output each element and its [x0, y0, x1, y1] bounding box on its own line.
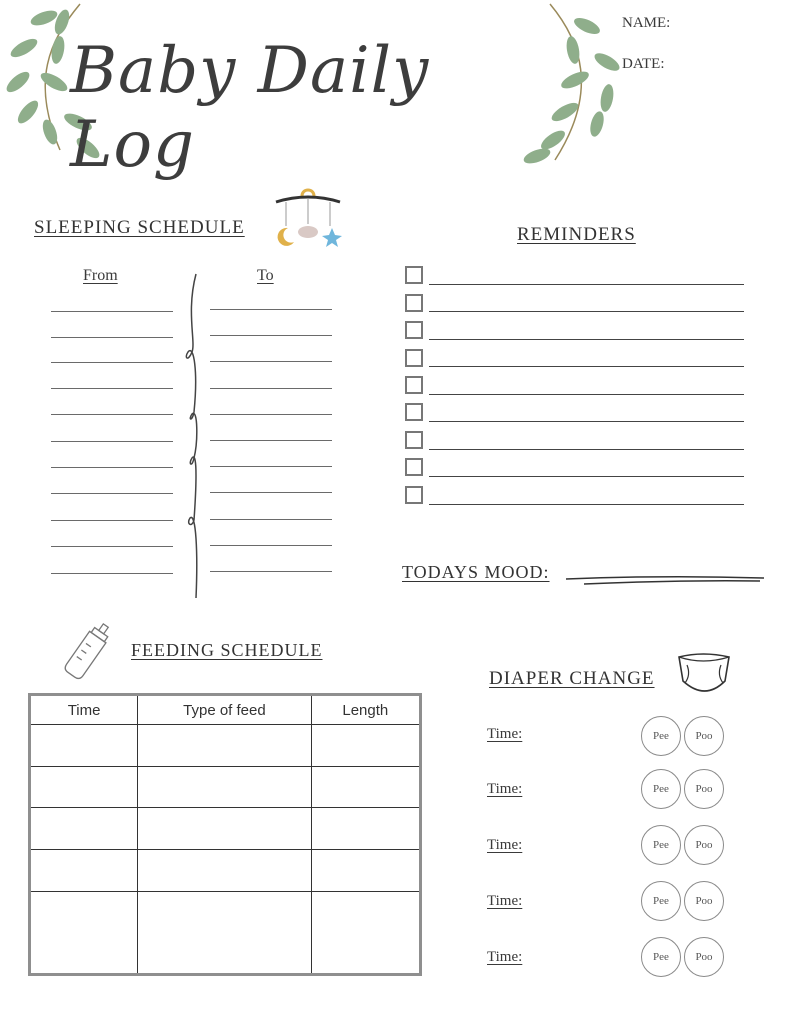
reminder-line[interactable]: [429, 339, 744, 340]
to-line[interactable]: [210, 414, 332, 415]
to-line[interactable]: [210, 545, 332, 546]
table-row: [30, 849, 421, 891]
column-header: Type of feed: [138, 695, 311, 725]
to-line[interactable]: [210, 335, 332, 336]
diaper-icon: [675, 647, 733, 701]
to-line[interactable]: [210, 571, 332, 572]
table-cell[interactable]: [138, 891, 311, 974]
from-line[interactable]: [51, 337, 173, 338]
reminder-line[interactable]: [429, 311, 744, 312]
pee-checkbox[interactable]: Pee: [641, 769, 681, 809]
reminder-checkbox[interactable]: [405, 376, 423, 394]
pee-checkbox[interactable]: Pee: [641, 825, 681, 865]
poo-checkbox[interactable]: Poo: [684, 825, 724, 865]
from-line[interactable]: [51, 414, 173, 415]
page-title: Baby Daily Log: [70, 34, 430, 182]
to-line[interactable]: [210, 361, 332, 362]
baby-bottle-icon: [58, 618, 118, 684]
table-cell[interactable]: [311, 766, 420, 808]
reminder-checkbox[interactable]: [405, 349, 423, 367]
table-cell[interactable]: [138, 725, 311, 767]
reminders-heading: REMINDERS: [517, 224, 636, 245]
reminder-checkbox[interactable]: [405, 486, 423, 504]
diaper-time-label: Time:: [487, 949, 523, 965]
pee-checkbox[interactable]: Pee: [641, 716, 681, 756]
date-label: DATE:: [622, 56, 665, 72]
column-header: Time: [30, 695, 138, 725]
reminder-line[interactable]: [429, 421, 744, 422]
mood-line[interactable]: [564, 572, 768, 588]
table-cell[interactable]: [30, 808, 138, 850]
to-label: To: [257, 267, 274, 284]
reminder-line[interactable]: [429, 504, 744, 505]
diaper-time-label: Time:: [487, 726, 523, 742]
column-header: Length: [311, 695, 420, 725]
from-line[interactable]: [51, 388, 173, 389]
table-cell[interactable]: [30, 891, 138, 974]
from-line[interactable]: [51, 311, 173, 312]
reminder-checkbox[interactable]: [405, 431, 423, 449]
baby-mobile-icon: [272, 186, 344, 250]
pee-checkbox[interactable]: Pee: [641, 881, 681, 921]
from-line[interactable]: [51, 573, 173, 574]
reminder-line[interactable]: [429, 449, 744, 450]
pee-checkbox[interactable]: Pee: [641, 937, 681, 977]
table-cell[interactable]: [311, 808, 420, 850]
reminder-checkbox[interactable]: [405, 266, 423, 284]
reminder-checkbox[interactable]: [405, 458, 423, 476]
to-line[interactable]: [210, 440, 332, 441]
table-cell[interactable]: [138, 766, 311, 808]
to-line[interactable]: [210, 388, 332, 389]
table-row: [30, 808, 421, 850]
from-line[interactable]: [51, 467, 173, 468]
reminder-line[interactable]: [429, 366, 744, 367]
reminder-line[interactable]: [429, 476, 744, 477]
table-cell[interactable]: [311, 849, 420, 891]
reminder-line[interactable]: [429, 284, 744, 285]
poo-checkbox[interactable]: Poo: [684, 881, 724, 921]
feeding-header-row: [30, 695, 421, 725]
from-line[interactable]: [51, 493, 173, 494]
diaper-time-label: Time:: [487, 837, 523, 853]
table-row: [30, 891, 421, 974]
from-line[interactable]: [51, 520, 173, 521]
diaper-time-label: Time:: [487, 893, 523, 909]
table-cell[interactable]: [311, 891, 420, 974]
from-line[interactable]: [51, 441, 173, 442]
reminder-checkbox[interactable]: [405, 294, 423, 312]
to-line[interactable]: [210, 519, 332, 520]
table-cell[interactable]: [311, 725, 420, 767]
poo-checkbox[interactable]: Poo: [684, 716, 724, 756]
table-cell[interactable]: [30, 725, 138, 767]
from-line[interactable]: [51, 546, 173, 547]
table-cell[interactable]: [30, 766, 138, 808]
feeding-table: [28, 693, 422, 976]
reminder-checkbox[interactable]: [405, 321, 423, 339]
divider-swirl-icon: [176, 272, 206, 602]
diaper-time-label: Time:: [487, 781, 523, 797]
to-line[interactable]: [210, 492, 332, 493]
diaper-change-heading: DIAPER CHANGE: [489, 668, 655, 689]
reminder-line[interactable]: [429, 394, 744, 395]
table-row: [30, 725, 421, 767]
feeding-schedule-heading: FEEDING SCHEDULE: [131, 640, 323, 660]
table-cell[interactable]: [138, 849, 311, 891]
to-line[interactable]: [210, 309, 332, 310]
to-line[interactable]: [210, 466, 332, 467]
name-label: NAME:: [622, 15, 671, 31]
table-cell[interactable]: [30, 849, 138, 891]
reminder-checkbox[interactable]: [405, 403, 423, 421]
table-cell[interactable]: [138, 808, 311, 850]
from-line[interactable]: [51, 362, 173, 363]
todays-mood-label: TODAYS MOOD:: [402, 562, 550, 582]
poo-checkbox[interactable]: Poo: [684, 937, 724, 977]
from-label: From: [83, 267, 118, 284]
poo-checkbox[interactable]: Poo: [684, 769, 724, 809]
sleeping-schedule-heading: SLEEPING SCHEDULE: [34, 217, 245, 238]
table-row: [30, 766, 421, 808]
